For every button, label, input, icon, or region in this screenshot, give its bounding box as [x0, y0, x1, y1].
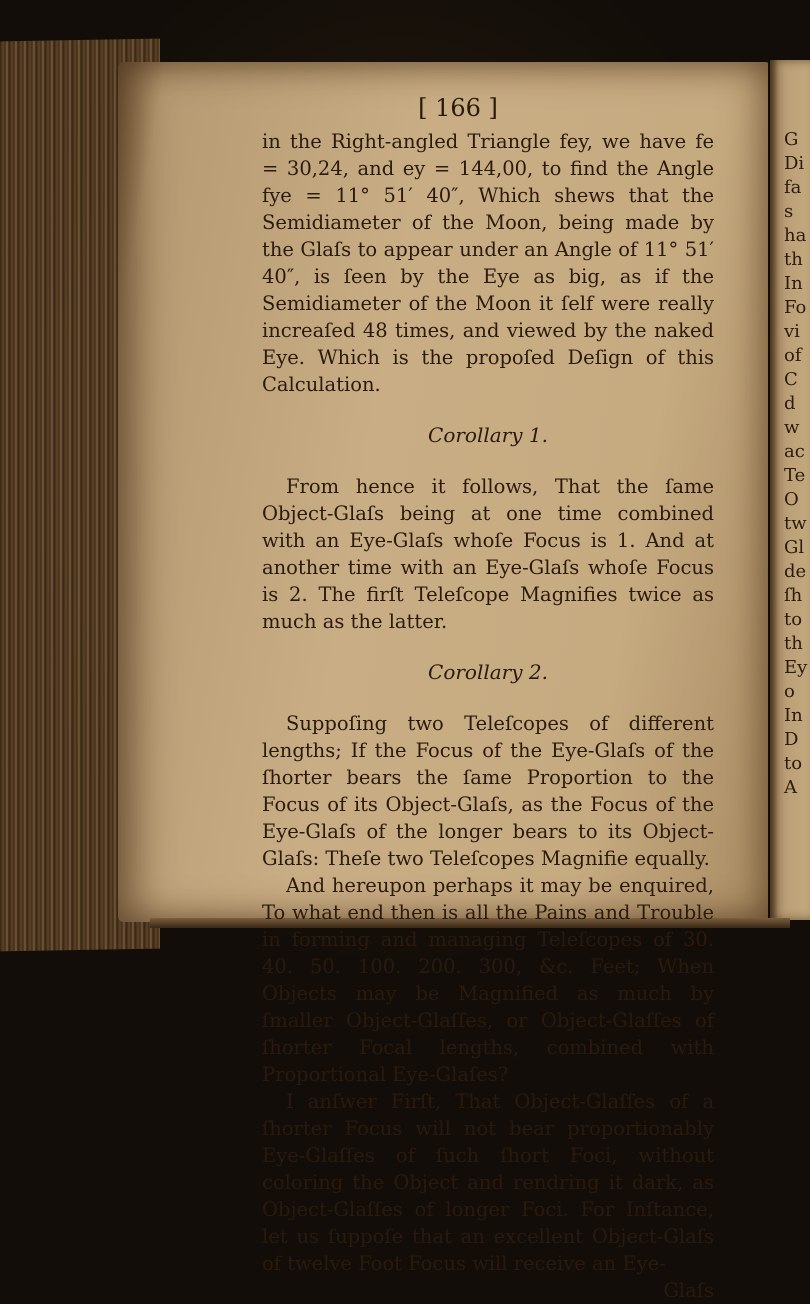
- facing-page-fragment: of: [784, 345, 802, 366]
- facing-page-fragment: In: [784, 705, 803, 726]
- facing-page-fragment: d: [784, 393, 796, 414]
- question-paragraph: And hereupon perhaps it may be enquired, To what end then is all the Pains and Trouble in forming and managing Teleſcopes of 30. 40. 50. 100. 200. 300, &c. Feet; When Objects may be Magnified as much by ſmaller Object-Glaſſes, or Object-Glaſſes of ſhorter Focal lengths, combined with Proportional Eye-Glaſes?: [262, 874, 714, 1086]
- facing-page-fragment: In: [784, 273, 803, 294]
- answer-paragraph: I anſwer Firſt, That Object-Glaſſes of a ſhorter Focus will not bear proportionably Eye-Glaſſes of ſuch ſhort Foci, without coloring the Object and rendring it dark, as Object-Glaſſes of longer Foci. For Inſtance, let us ſuppoſe that an excellent Object-Glaſs of twelve Foot Focus will receive an Eye-: [262, 1090, 714, 1275]
- facing-page-fragment: vi: [784, 321, 800, 342]
- facing-page-fragment: A: [784, 777, 797, 798]
- facing-page-fragment: fa: [784, 177, 802, 198]
- facing-page-fragment: w: [784, 417, 800, 438]
- facing-page-fragment: G: [784, 129, 799, 150]
- facing-page-fragment: to: [784, 753, 803, 774]
- facing-page-fragment: Fo: [784, 297, 807, 318]
- facing-page-fragment: th: [784, 249, 803, 270]
- facing-page-fragment: Di: [784, 153, 805, 174]
- catchword: Glaſs: [663, 1279, 714, 1302]
- corollary-1-heading: Corollary 1.: [428, 423, 548, 447]
- facing-page-fragment: Ey: [784, 657, 808, 678]
- facing-page-fragment: C: [784, 369, 798, 390]
- facing-page-text: [784, 128, 808, 800]
- facing-page-fragment: ac: [784, 441, 805, 462]
- facing-page-fragment: s: [784, 201, 794, 222]
- facing-page-fragment: D: [784, 729, 799, 750]
- facing-page-fragment: Gl: [784, 537, 805, 558]
- facing-page-fragment: O: [784, 489, 799, 510]
- facing-page-fragment: th: [784, 633, 803, 654]
- facing-page-fragment: to: [784, 609, 803, 630]
- facing-page-fragment: o: [784, 681, 795, 702]
- corollary-2-text: Suppoſing two Teleſcopes of different lengths; If the Focus of the Eye-Glaſs of the ſhorter bears the ſame Proportion to the Focus of its Object-Glaſs, as the Focus of the Eye-Glaſs of the longer bears to its Object-Glaſs: Theſe two Teleſcopes Magnifie equally.: [262, 712, 714, 870]
- corollary-2-heading: Corollary 2.: [428, 660, 548, 684]
- facing-page-fragment: ſh: [784, 585, 803, 606]
- paragraph-intro: in the Right-angled Triangle fey, we have fe = 30,24, and ey = 144,00, to find the Angle fye = 11° 51′ 40″, Which shews that the Semidiameter of the Moon, being made by the Glaſs to appear under an Angle of 11° 51′ 40″, is ſeen by the Eye as big, as if the Semidiameter of the Moon it ſelf were really increaſed 48 times, and viewed by the naked Eye. Which is the propoſed Deſign of this Calculation.: [262, 130, 714, 396]
- page-text: [262, 92, 714, 1304]
- facing-page-fragment: de: [784, 561, 807, 582]
- facing-page-fragment: Te: [784, 465, 806, 486]
- corollary-1-text: From hence it follows, That the ſame Object-Glaſs being at one time combined with an Eye-Glaſs whoſe Focus is 1. And at another time with an Eye-Glaſs whoſe Focus is 2. The firſt Teleſcope Magnifies twice as much as the latter.: [262, 475, 714, 633]
- facing-page-fragment: ha: [784, 225, 807, 246]
- facing-page-fragment: tw: [784, 513, 807, 534]
- page-number: [ 166 ]: [418, 94, 498, 122]
